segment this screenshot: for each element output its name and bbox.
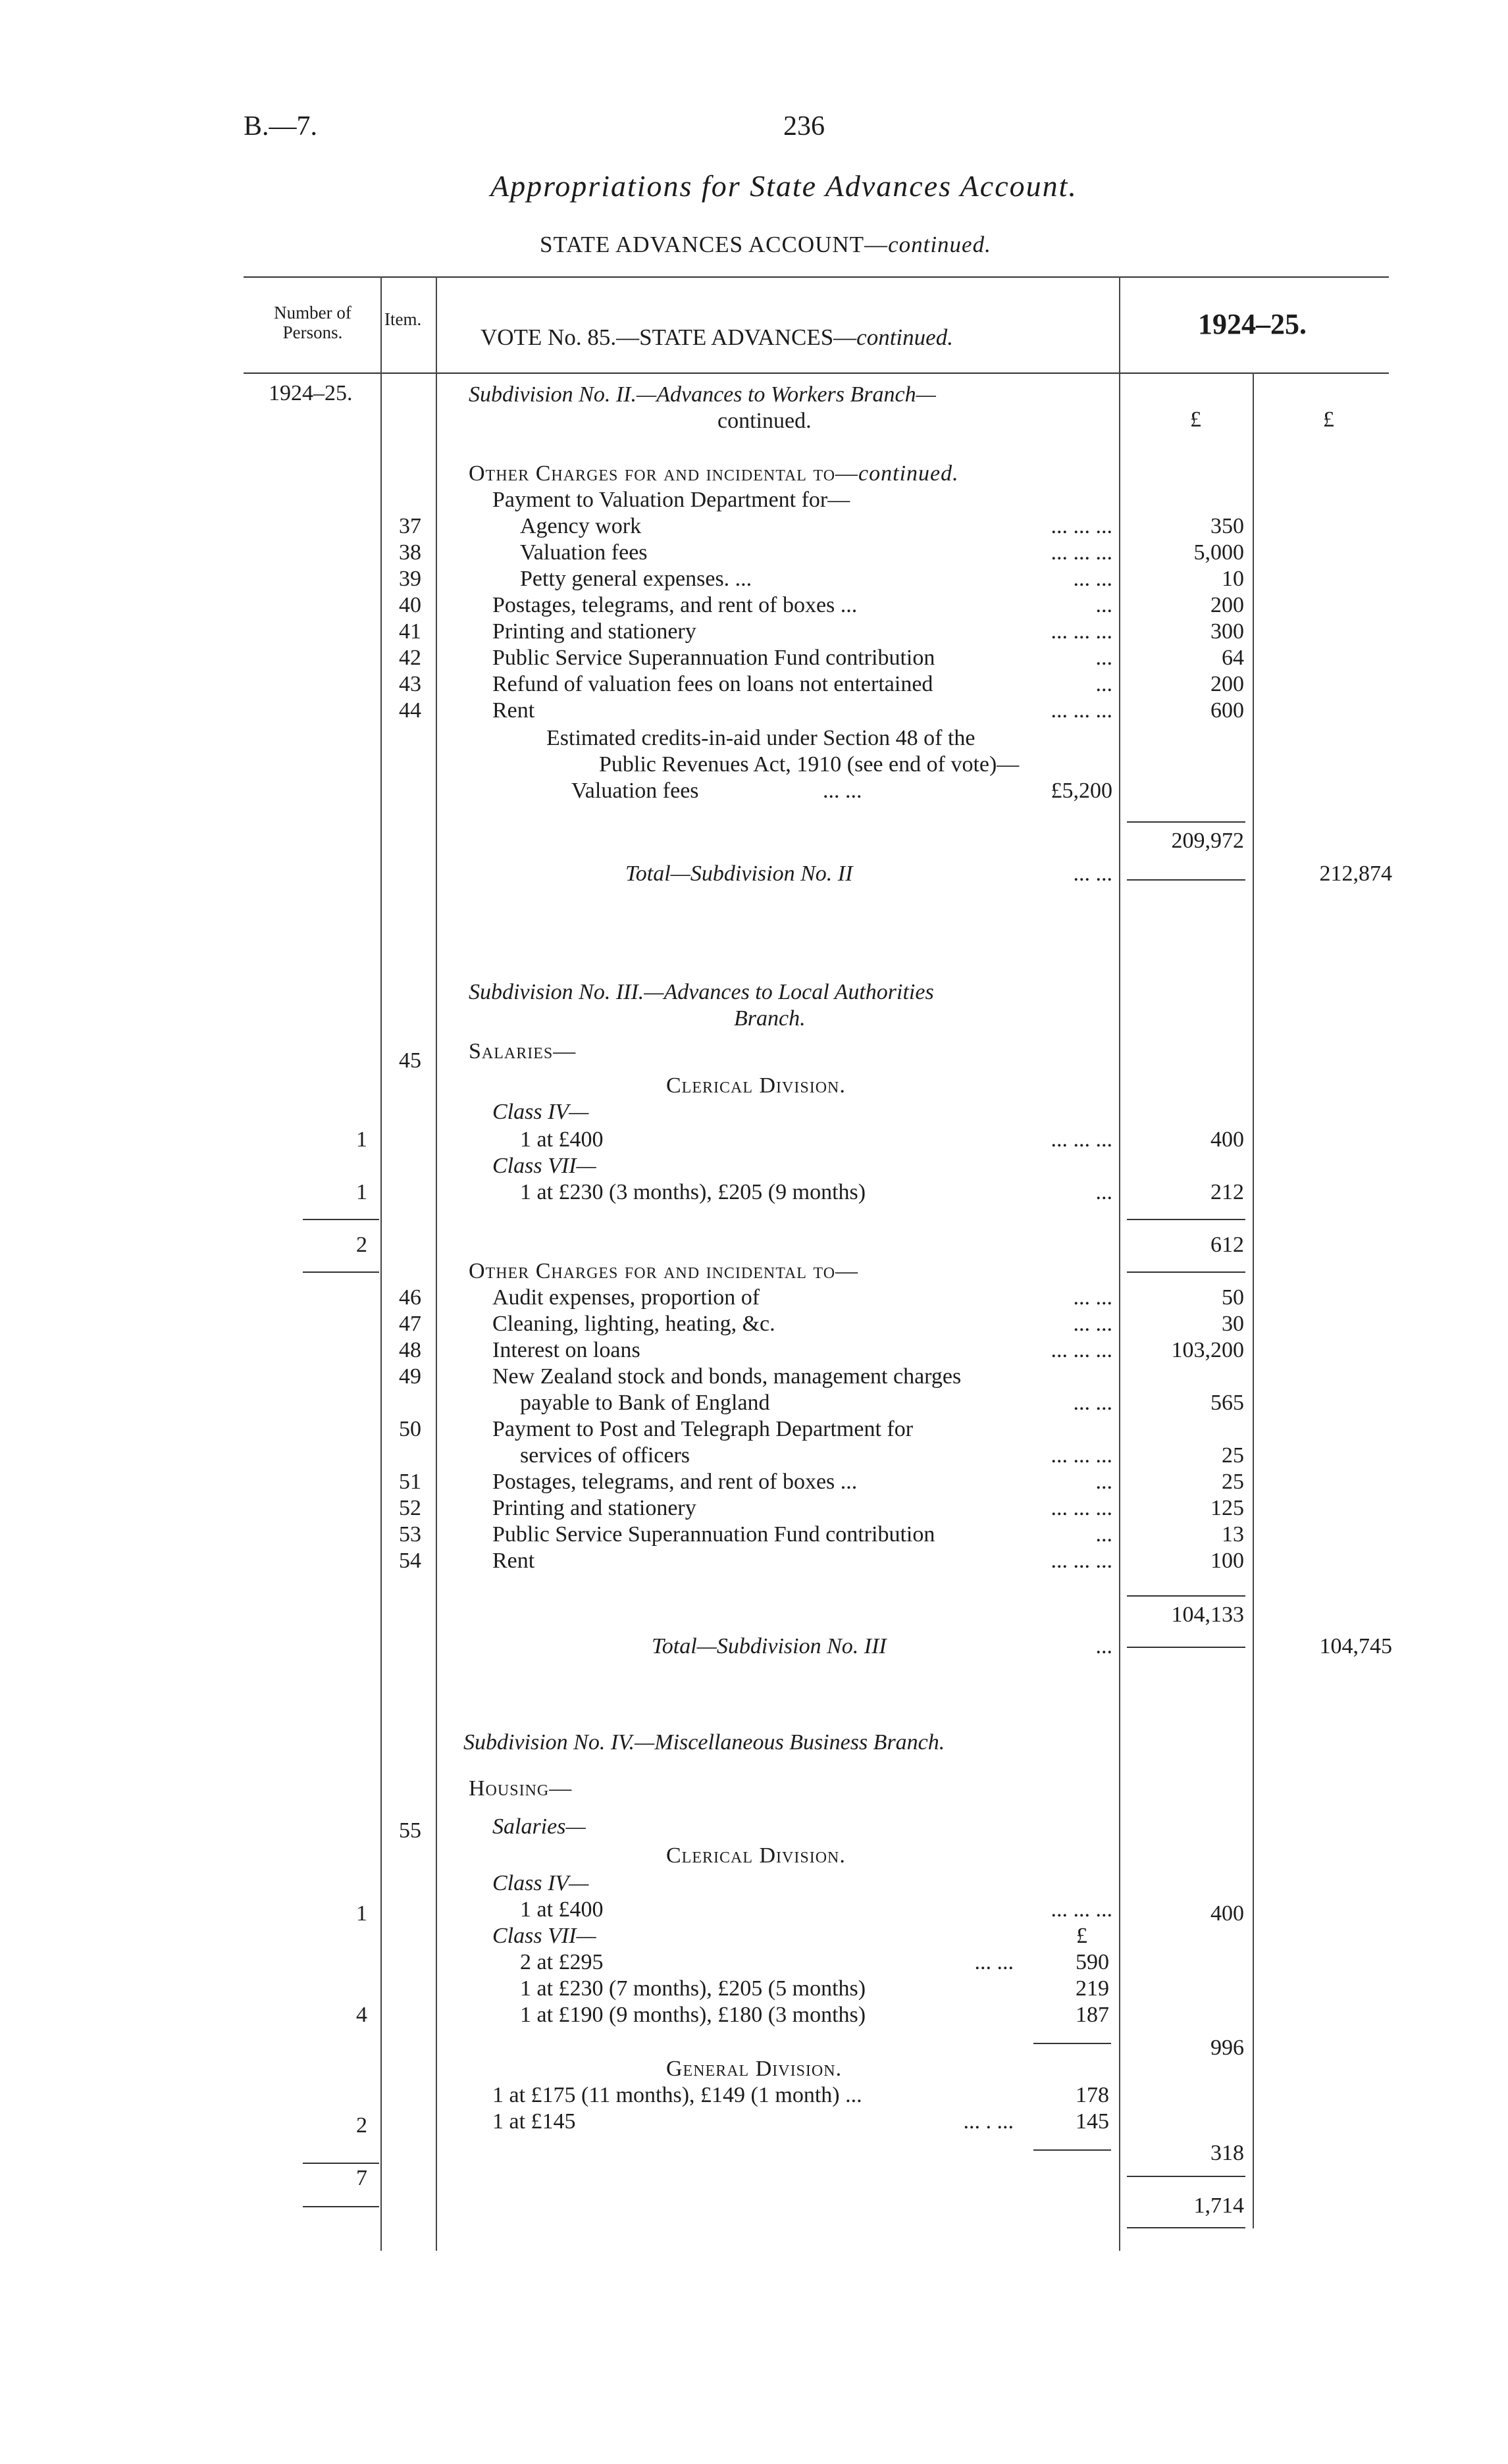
item-label: services of officers — [520, 1443, 690, 1468]
leader-dots: ... ... — [823, 779, 862, 803]
leader-dots: ... ... ... — [1051, 698, 1112, 723]
persons-count: 1 — [356, 1901, 367, 1926]
col-divider-item — [436, 276, 437, 2251]
item-number: 40 — [399, 593, 421, 617]
item-label: Rent — [492, 698, 535, 723]
sub4-housing-heading: Housing— — [469, 1776, 573, 1801]
sub2-credits-line2: Public Revenues Act, 1910 (see end of vote)— — [599, 752, 1020, 777]
sub3-other-charges-heading: Other Charges for and incidental to— — [469, 1259, 859, 1283]
salary-label: 1 at £400 — [520, 1897, 604, 1922]
item-amount: 200 — [1210, 593, 1244, 617]
inner-subtotal-rule — [1033, 2149, 1111, 2151]
item-amount: 565 — [1210, 1391, 1244, 1415]
item-label: Interest on loans — [492, 1338, 640, 1362]
item-number: 37 — [399, 514, 421, 538]
leader-dots: ... ... — [974, 1950, 1014, 1974]
leader-dots: ... ... — [1073, 1285, 1112, 1310]
item-label: Cleaning, lighting, heating, &c. — [492, 1312, 775, 1336]
sub3-title: Subdivision No. III.—Advances to Local Authorities — [469, 980, 934, 1004]
persons-count: 2 — [356, 2113, 367, 2138]
item-number: 46 — [399, 1285, 421, 1310]
sub3-total-label: Total—Subdivision No. III — [652, 1634, 887, 1658]
col-divider-details — [1119, 276, 1120, 2251]
table-head-rule — [244, 372, 1389, 374]
item-number: 44 — [399, 698, 421, 723]
leader-dots: ... ... ... — [1051, 1897, 1112, 1922]
item-number: 38 — [399, 540, 421, 565]
item-amount: 25 — [1222, 1470, 1244, 1494]
sub3-class7-heading: Class VII— — [492, 1154, 596, 1178]
col-divider-amounts — [1253, 372, 1254, 2228]
persons-count: 1 — [356, 1127, 367, 1152]
item-label: Rent — [492, 1549, 535, 1573]
persons-count: 1 — [356, 1180, 367, 1204]
sub4-title: Subdivision No. IV.—Miscellaneous Business Branch. — [463, 1730, 945, 1755]
leader-dots: ... ... — [1073, 861, 1112, 886]
subtotal-rule — [1127, 1647, 1245, 1648]
table-top-rule — [244, 276, 1389, 278]
salary-amount: 400 — [1210, 1127, 1244, 1152]
leader-dots: ... — [1095, 1522, 1112, 1547]
item-number: 43 — [399, 672, 421, 696]
item-number: 47 — [399, 1312, 421, 1336]
item-amount: 125 — [1210, 1496, 1244, 1520]
salary-amount: 212 — [1210, 1180, 1244, 1204]
leader-dots: ... ... — [1073, 1391, 1112, 1415]
pound-sign-col1: £ — [1190, 407, 1201, 432]
sub4-salaries-heading: Salaries— — [492, 1814, 586, 1839]
item-number: 45 — [399, 1048, 421, 1073]
leader-dots: ... — [1095, 593, 1112, 617]
salary-label: 1 at £400 — [520, 1127, 604, 1152]
item-label: Refund of valuation fees on loans not entertained — [492, 672, 933, 696]
subtotal-rule — [1127, 2227, 1245, 2228]
leader-dots: ... — [1095, 646, 1112, 670]
item-amount: 13 — [1222, 1522, 1244, 1547]
item-amount: 103,200 — [1171, 1338, 1244, 1362]
item-label: Agency work — [520, 514, 642, 538]
leader-dots: ... ... ... — [1051, 619, 1112, 644]
leader-dots: ... — [1095, 672, 1112, 696]
salary-amount: 187 — [1076, 2003, 1109, 2027]
item-number: 52 — [399, 1496, 421, 1520]
page-number: 236 — [783, 111, 825, 141]
subtotal-rule — [1127, 821, 1245, 823]
item-label: Payment to Post and Telegraph Department for — [492, 1417, 914, 1441]
item-number: 49 — [399, 1364, 421, 1389]
item-number: 54 — [399, 1549, 421, 1573]
general-total: 318 — [1210, 2141, 1244, 2165]
leader-dots: ... — [1095, 1470, 1112, 1494]
item-label: Postages, telegrams, and rent of boxes ... — [492, 1470, 858, 1494]
sub2-payment-heading: Payment to Valuation Department for— — [492, 488, 850, 512]
sub4-general-heading: General Division. — [666, 2057, 843, 2081]
sub4-salaries-total: 1,714 — [1193, 2194, 1244, 2218]
subtotal-rule — [1127, 1595, 1245, 1597]
sub3-subtotal: 104,133 — [1171, 1603, 1244, 1627]
subtotal-rule — [1127, 1271, 1245, 1273]
item-label: New Zealand stock and bonds, management charges — [492, 1364, 962, 1389]
leader-dots: ... . ... — [963, 2109, 1014, 2134]
sub2-title-cont: continued. — [717, 409, 812, 433]
persons-rule — [303, 1271, 379, 1273]
inner-subtotal-rule — [1033, 2043, 1111, 2044]
item-amount: 5,000 — [1193, 540, 1244, 565]
sub4-clerical-heading: Clerical Division. — [666, 1843, 846, 1868]
item-number: 53 — [399, 1522, 421, 1547]
vote-heading: VOTE No. 85.—STATE ADVANCES—continued. — [481, 324, 953, 350]
persons-total: 7 — [356, 2166, 367, 2190]
item-number: 48 — [399, 1338, 421, 1362]
salary-label: 1 at £175 (11 months), £149 (1 month) ... — [492, 2083, 862, 2107]
leader-dots: ... ... ... — [1051, 1549, 1112, 1573]
sub3-class4-heading: Class IV— — [492, 1100, 589, 1124]
item-amount: 64 — [1222, 646, 1244, 670]
sub3-salaries-heading: Salaries— — [469, 1039, 577, 1064]
pound-sign-col2: £ — [1323, 407, 1334, 432]
persons-rule — [303, 2163, 379, 2164]
salary-amount: 400 — [1210, 1901, 1244, 1926]
salary-label: 1 at £190 (9 months), £180 (3 months) — [520, 2003, 866, 2027]
salary-label: 1 at £230 (3 months), £205 (9 months) — [520, 1180, 866, 1204]
item-amount: 10 — [1222, 567, 1244, 591]
leader-dots: ... ... — [1073, 567, 1112, 591]
pound-sign-inner: £ — [1076, 1924, 1087, 1948]
document-reference: B.—7. — [244, 111, 318, 141]
item-amount: 600 — [1210, 698, 1244, 723]
subtotal-rule — [1127, 879, 1245, 881]
sub2-total: 212,874 — [1319, 861, 1392, 886]
item-number: 51 — [399, 1470, 421, 1494]
item-amount: 200 — [1210, 672, 1244, 696]
sub2-total-label: Total—Subdivision No. II — [625, 861, 853, 886]
sub3-clerical-heading: Clerical Division. — [666, 1073, 846, 1098]
item-label: Petty general expenses. ... — [520, 567, 752, 591]
leader-dots: ... — [1095, 1634, 1112, 1658]
item-amount: 50 — [1222, 1285, 1244, 1310]
salary-amount: 178 — [1076, 2083, 1109, 2107]
sub3-total: 104,745 — [1319, 1634, 1392, 1658]
account-heading: STATE ADVANCES ACCOUNT—continued. — [540, 232, 991, 257]
sub3-title-cont: Branch. — [734, 1006, 806, 1031]
sub3-salaries-total: 612 — [1210, 1233, 1244, 1257]
item-label: Public Service Superannuation Fund contribution — [492, 646, 935, 670]
item-label: Public Service Superannuation Fund contribution — [492, 1522, 935, 1547]
persons-rule — [303, 2206, 379, 2207]
item-label: Postages, telegrams, and rent of boxes ... — [492, 593, 858, 617]
item-amount: 300 — [1210, 619, 1244, 644]
sub2-credits-label: Valuation fees — [571, 779, 699, 803]
item-label: Printing and stationery — [492, 1496, 696, 1520]
salary-label: 2 at £295 — [520, 1950, 604, 1974]
page-title: Appropriations for State Advances Account. — [490, 169, 1078, 203]
item-number: 39 — [399, 567, 421, 591]
leader-dots: ... — [1095, 1180, 1112, 1204]
leader-dots: ... ... ... — [1051, 514, 1112, 538]
salary-label: 1 at £145 — [492, 2109, 576, 2134]
item-number: 50 — [399, 1417, 421, 1441]
salary-amount: 145 — [1076, 2109, 1109, 2134]
item-amount: 25 — [1222, 1443, 1244, 1468]
subtotal-rule — [1127, 2176, 1245, 2177]
item-number: 41 — [399, 619, 421, 644]
item-amount: 350 — [1210, 514, 1244, 538]
item-number: 55 — [399, 1818, 421, 1843]
leader-dots: ... ... ... — [1051, 1443, 1112, 1468]
salary-amount: 590 — [1076, 1950, 1109, 1974]
sub2-subtotal: 209,972 — [1171, 829, 1244, 853]
subtotal-rule — [1127, 1219, 1245, 1220]
col-divider-persons — [380, 276, 382, 2251]
persons-column-heading: Number of Persons. — [274, 303, 351, 342]
item-amount: 100 — [1210, 1549, 1244, 1573]
sub2-title: Subdivision No. II.—Advances to Workers Branch— — [469, 382, 936, 407]
persons-total: 2 — [356, 1233, 367, 1257]
class7-total: 996 — [1210, 2036, 1244, 2060]
item-label: Printing and stationery — [492, 619, 696, 644]
leader-dots: ... ... ... — [1051, 540, 1112, 565]
leader-dots: ... ... — [1073, 1312, 1112, 1336]
sub2-other-charges-heading: Other Charges for and incidental to—continued. — [469, 461, 959, 486]
salary-amount: 219 — [1076, 1976, 1109, 2001]
item-column-heading: Item. — [384, 309, 422, 329]
year-column-heading: 1924–25. — [1198, 308, 1307, 340]
sub4-class4-heading: Class IV— — [492, 1871, 589, 1895]
item-label: payable to Bank of England — [520, 1391, 770, 1415]
sub4-class7-heading: Class VII— — [492, 1924, 596, 1948]
leader-dots: ... ... ... — [1051, 1127, 1112, 1152]
leader-dots: ... ... ... — [1051, 1338, 1112, 1362]
persons-rule — [303, 1219, 379, 1220]
item-amount: 30 — [1222, 1312, 1244, 1336]
year-label-left: 1924–25. — [269, 381, 353, 405]
item-label: Valuation fees — [520, 540, 648, 565]
sub2-credits-amount: £5,200 — [1051, 779, 1112, 803]
leader-dots: ... ... ... — [1051, 1496, 1112, 1520]
sub2-credits-line1: Estimated credits-in-aid under Section 48 of the — [546, 726, 975, 750]
item-label: Audit expenses, proportion of — [492, 1285, 760, 1310]
persons-count: 4 — [356, 2003, 367, 2027]
salary-label: 1 at £230 (7 months), £205 (5 months) — [520, 1976, 866, 2001]
item-number: 42 — [399, 646, 421, 670]
